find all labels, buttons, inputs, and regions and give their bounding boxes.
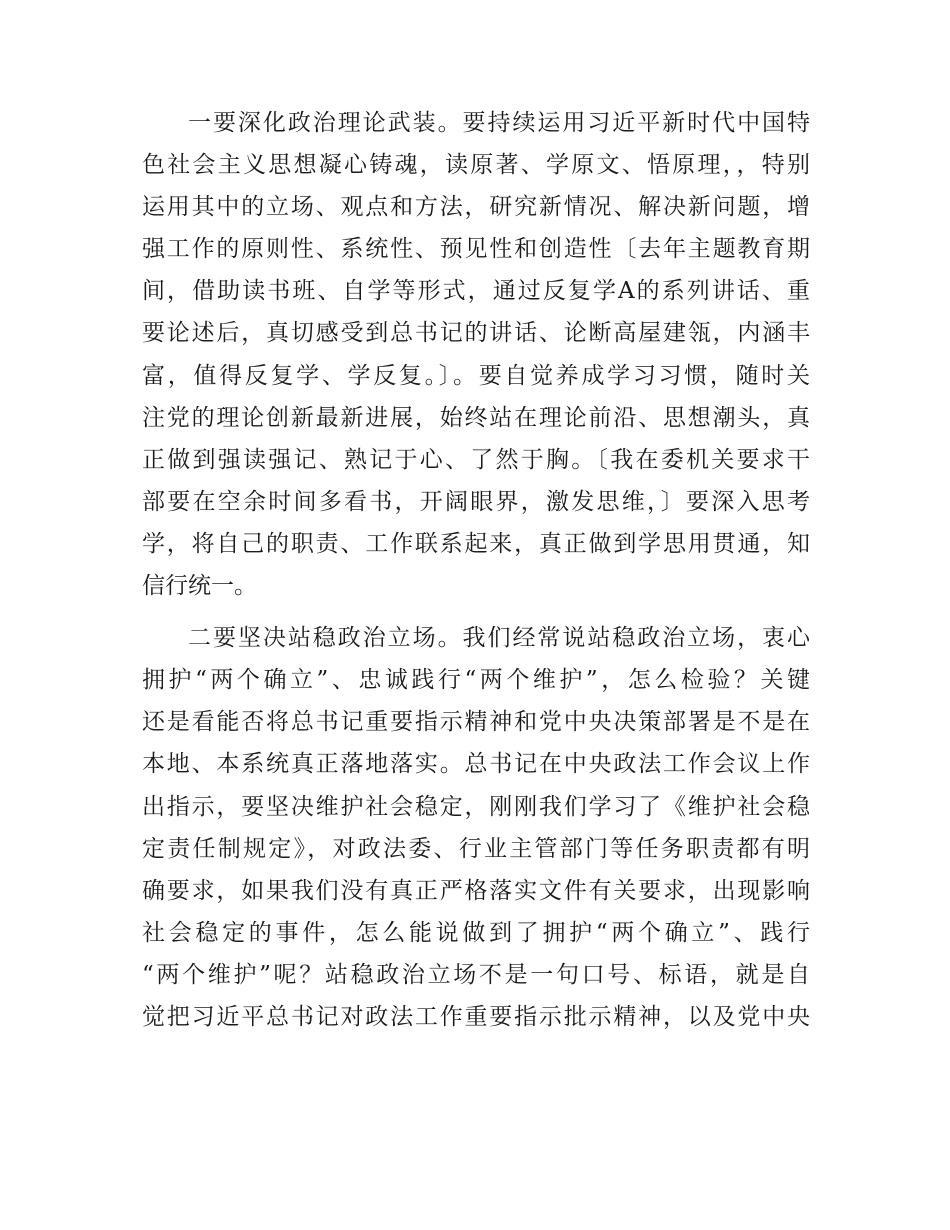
paragraph-line: 强工作的原则性、系统性、预见性和创造性〔去年主题教育期 xyxy=(142,236,810,263)
paragraph-line: 拥护“两个确立”、忠诚践行“两个维护”，怎么检验？关键 xyxy=(142,667,810,694)
paragraph-line: 色社会主义思想凝心铸魂，读原著、学原文、悟原理，，特别 xyxy=(142,152,810,179)
paragraph-line: 定责任制规定》，对政法委、行业主管部门等任务职责都有明 xyxy=(142,835,810,862)
paragraph-line: 正做到强读强记、熟记于心、了然于胸。〔我在委机关要求干 xyxy=(142,446,810,473)
paragraph-line: 社会稳定的事件，怎么能说做到了拥护“两个确立”、践行 xyxy=(142,919,810,946)
paragraph-line: “两个维护”呢？站稳政治立场不是一句口号、标语，就是自 xyxy=(142,961,810,988)
paragraph-line: 富，值得反复学、学反复。〕。要自觉养成学习习惯，随时关 xyxy=(142,362,810,389)
paragraph-line: 间，借助读书班、自学等形式，通过反复学A的系列讲话、重 xyxy=(142,278,810,305)
paragraph-line: 觉把习近平总书记对政法工作重要指示批示精神，以及党中央 xyxy=(142,1003,810,1030)
paragraph-line: 一要深化政治理论武装。要持续运用习近平新时代中国特 xyxy=(188,110,810,136)
paragraph-line: 学，将自己的职责、工作联系起来，真正做到学思用贯通，知 xyxy=(142,530,810,557)
paragraph-line: 还是看能否将总书记重要指示精神和党中央决策部署是不是在 xyxy=(142,709,810,736)
paragraph-2 xyxy=(142,617,810,1038)
paragraph-line: 信行统一。 xyxy=(142,573,257,600)
paragraph-line: 注党的理论创新最新进展，始终站在理论前沿、思想潮头，真 xyxy=(142,404,810,431)
paragraph-line: 部要在空余时间多看书，开阔眼界，激发思维，〕要深入思考 xyxy=(142,488,810,515)
paragraph-line: 本地、本系统真正落地落实。总书记在中央政法工作会议上作 xyxy=(142,751,810,778)
paragraph-line: 出指示，要坚决维护社会稳定，刚刚我们学习了《维护社会稳 xyxy=(142,793,810,820)
paragraph-line: 确要求，如果我们没有真正严格落实文件有关要求，出现影响 xyxy=(142,877,810,904)
paragraph-gap xyxy=(142,607,810,617)
paragraph-line: 二要坚决站稳政治立场。我们经常说站稳政治立场，衷心 xyxy=(188,625,810,652)
paragraph-1 xyxy=(142,102,810,607)
document-body xyxy=(142,102,810,1038)
paragraph-line: 要论述后，真切感受到总书记的讲话、论断高屋建瓴，内涵丰 xyxy=(142,320,810,347)
paragraph-line: 运用其中的立场、观点和方法，研究新情况、解决新问题，增 xyxy=(142,194,810,221)
